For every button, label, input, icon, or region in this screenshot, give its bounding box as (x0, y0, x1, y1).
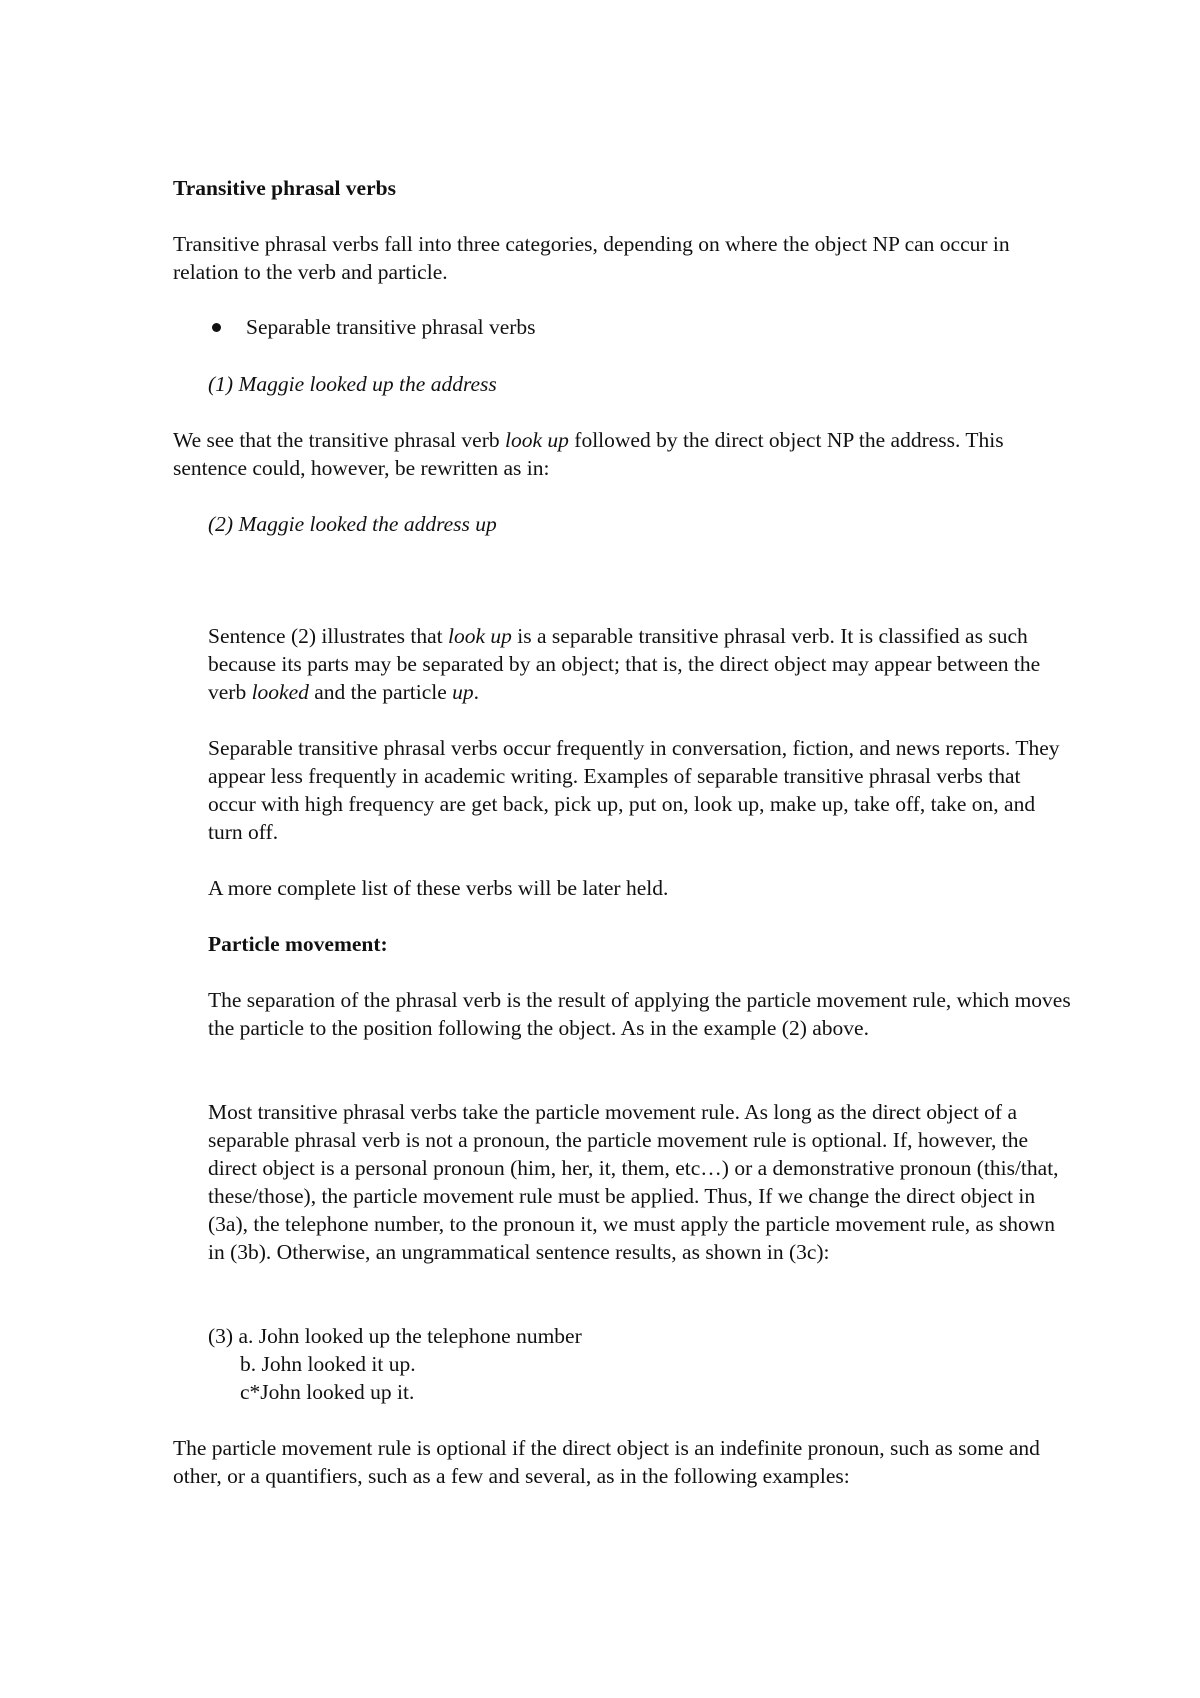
example-2: (2) Maggie looked the address up (208, 512, 497, 536)
example-3-list (208, 1322, 1073, 1406)
paragraph-separable (208, 622, 1073, 706)
page-heading: Transitive phrasal verbs (173, 176, 396, 200)
text-run: We see that the transitive phrasal verb (173, 428, 505, 452)
text-run: is a separable transitive phrasal verb. It is classified as such because its parts may be separated by an object; that is, the direct object may appear between the verb (208, 624, 1041, 704)
intro-paragraph: Transitive phrasal verbs fall into three categories, depending on where the object NP can occur in relation to the verb and particle. (173, 232, 1010, 284)
subheading-particle-movement: Particle movement: (208, 932, 388, 956)
bullet-text: Separable transitive phrasal verbs (246, 315, 536, 339)
paragraph-look-up (173, 426, 1073, 482)
bullet-dot-icon (212, 323, 221, 332)
italic-term: look up (505, 428, 569, 452)
example-1: (1) Maggie looked up the address (208, 372, 497, 396)
text-run: followed by the direct object NP the address. This sentence could, however, be rewritten as in: (173, 428, 1004, 480)
paragraph-particle-rule: Most transitive phrasal verbs take the particle movement rule. As long as the direct object of a separable phrasal verb is not a pronoun, the particle movement rule is optional. If, however, the direct object is a personal pronoun (him, her, it, them, etc…) or a demonstrative pronoun (this/that, these/those), the particle movement rule must be applied. Thus, If we change the direct object in (3a), the telephone number, to the pronoun it, we must apply the particle movement rule, as shown in (3b). Otherwise, an ungrammatical sentence results, as shown in (3c): (208, 1100, 1059, 1264)
paragraph-frequency: Separable transitive phrasal verbs occur frequently in conversation, fiction, and news reports. They appear less frequently in academic writing. Examples of separable transitive phrasal verbs that occur with high frequency are get back, pick up, put on, look up, make up, take off, take on, and turn off. (208, 736, 1060, 844)
paragraph-optional-rule: The particle movement rule is optional if the direct object is an indefinite pronoun, such as some and other, or a quantifiers, such as a few and several, as in the following examples: (173, 1436, 1040, 1488)
example-3a: (3) a. John looked up the telephone number (208, 1324, 582, 1348)
example-3b: b. John looked it up. (240, 1352, 416, 1376)
text-run: and the particle (308, 680, 453, 704)
italic-term: looked (251, 680, 309, 704)
text-run: . (473, 680, 480, 704)
paragraph-complete-list: A more complete list of these verbs will be later held. (208, 876, 669, 900)
text-run: Sentence (2) illustrates that (208, 624, 449, 648)
italic-term: look up (448, 624, 512, 648)
italic-term: up (452, 680, 474, 704)
example-3c: c*John looked up it. (240, 1380, 415, 1404)
bullet-item (208, 313, 1068, 341)
paragraph-separation: The separation of the phrasal verb is the result of applying the particle movement rule, which moves the particle to the position following the object. As in the example (2) above. (208, 988, 1071, 1040)
